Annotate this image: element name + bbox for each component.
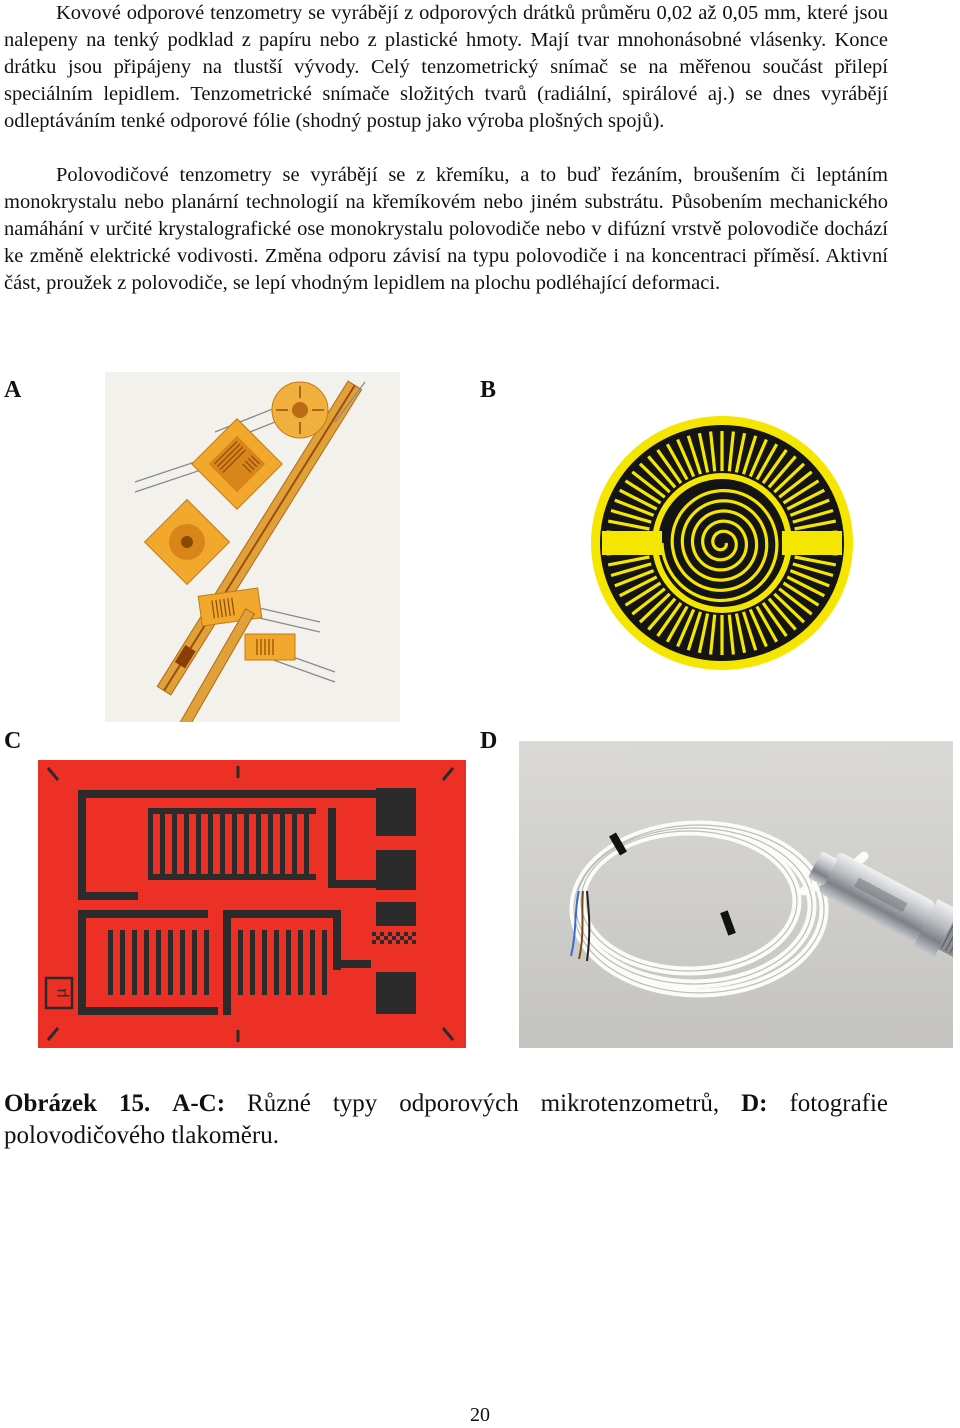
caption-prefix: Obrázek 15. <box>4 1090 151 1117</box>
figure-c-mark-text: µ <box>53 988 70 998</box>
figure-caption <box>4 1088 888 1152</box>
paragraph-metal-gauges-text: Kovové odporové tenzometry se vyrábějí z odporových drátků průměru 0,02 až 0,05 mm, které jsou nalepeny na tenký podklad z papíru nebo z plastické hmoty. Mají tvar mnohonásobné vlásenky. Konce drátku jsou připájeny na tlustší vývody. Celý tenzometrický snímač se na měřenou součást přilepí speciálním lepidlem. Tenzometrické snímače složitých tvarů (radiální, spirálové aj.) se dnes vyrábějí odleptáváním tenké odporové fólie (shodný postup jako výroba plošných spojů). <box>4 2 888 132</box>
paragraph-semiconductor-gauges <box>4 162 888 297</box>
caption-ac-text: Různé typy odporových mikrotenzometrů, <box>247 1090 720 1117</box>
caption-d-text: fotografie polovodičového tlakoměru. <box>4 1090 889 1149</box>
paragraph-metal-gauges <box>4 0 888 135</box>
figure-label-d: D <box>480 728 498 754</box>
figure-label-a: A <box>4 377 22 403</box>
paragraph-semiconductor-gauges-text: Polovodičové tenzometry se vyrábějí se z křemíku, a to buď řezáním, broušením či leptáním monokrystalu nebo planární technologií na křemíkovém nebo jiném substrátu. Působením mechanického namáhání v určité krystalografické ose monokrystalu polovodiče nebo v difúzní vrstvě polovodiče dochází ke změně elektrické vodivosti. Změna odporu závisí na typu polovodiče i na koncentraci příměsí. Aktivní část, proužek z polovodiče, se lepí vhodným lepidlem na plochu podléhající deformaci. <box>4 164 888 294</box>
figure-d-pressure-sensor-photo <box>519 741 953 1048</box>
figure-a-foil-gauges-image <box>105 372 400 722</box>
figure-label-b: B <box>480 377 497 403</box>
page-number: 20 <box>470 1404 490 1426</box>
figure-b-spiral-gauge-image <box>590 415 854 671</box>
caption-ac-label: A-C: <box>172 1090 226 1117</box>
figure-label-c: C <box>4 728 22 754</box>
figure-c-foil-layout-image <box>38 760 466 1048</box>
caption-d-label: D: <box>741 1090 768 1117</box>
